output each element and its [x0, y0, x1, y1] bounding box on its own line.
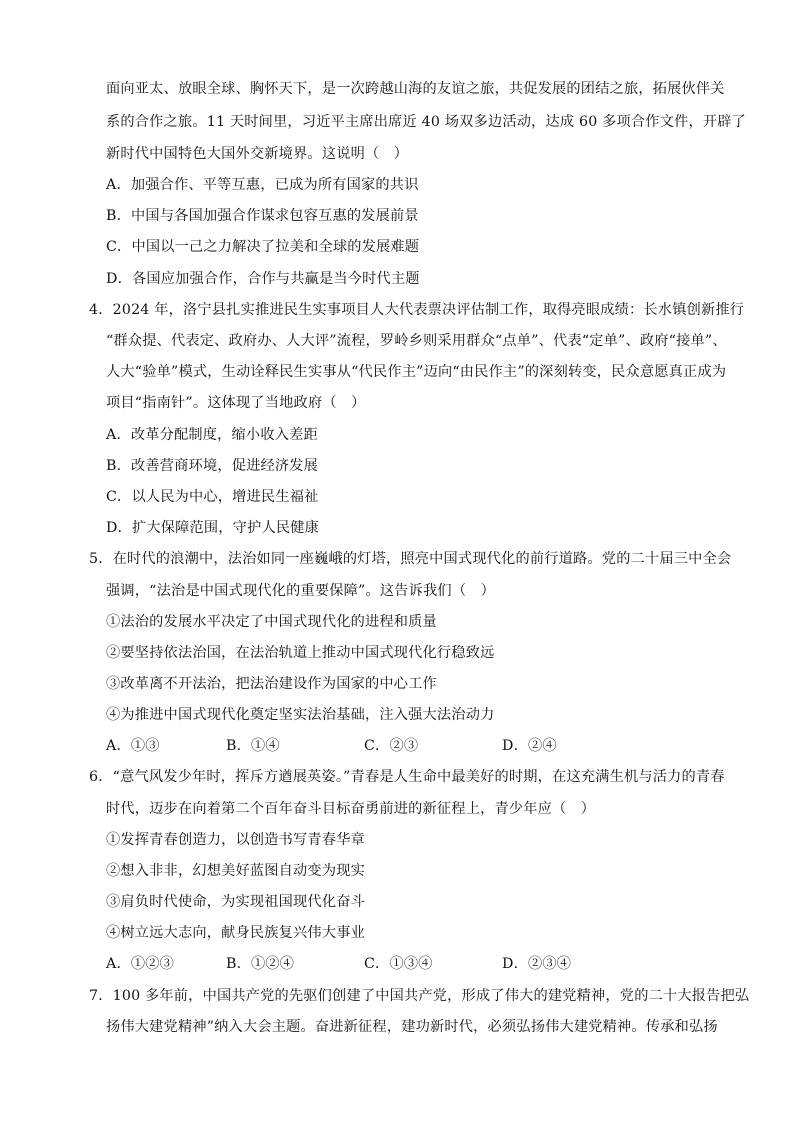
q6-option-d[interactable]: D．②③④ [502, 956, 572, 972]
q5-option-b[interactable]: B．①④ [226, 738, 280, 754]
q4-option-c[interactable]: C．以人民为中心，增进民生福祉 [106, 489, 319, 505]
q5-statement: ③改革离不开法治，把法治建设作为国家的中心工作 [106, 676, 437, 692]
q7-text-line: 扬伟大建党精神”纳入大会主题。奋进新征程，建功新时代，必须弘扬伟大建党精神。传承和弘扬 [106, 1019, 718, 1035]
q6-option-c[interactable]: C．①③④ [364, 956, 433, 972]
q6-text-line [0, 764, 794, 790]
q3-option-a[interactable]: A．加强合作、平等互惠，已成为所有国家的共识 [106, 177, 419, 193]
q4-text-line: 人大“验单”模式，生动诠释民生实事从“代民作主”迈向“由民作主”的深刻转变，民众意愿真正成为 [106, 364, 727, 380]
q3-text-line: 面向亚太、放眼全球、胸怀天下，是一次跨越山海的友谊之旅，共促发展的团结之旅，拓展伙伴关 [106, 81, 725, 97]
q6-statement: ①发挥青春创造力，以创造书写青春华章 [106, 832, 365, 848]
q5-statement: ②要坚持依法治国，在法治轨道上推动中国式现代化行稳致远 [106, 645, 495, 661]
q6-statement: ②想入非非，幻想美好蓝图自动变为现实 [106, 863, 365, 879]
q4-text-line [0, 297, 794, 323]
q4-option-d[interactable]: D．扩大保障范围，守护人民健康 [106, 520, 320, 536]
q5-text-line: 强调，“法治是中国式现代化的重要保障”。这告诉我们（ ） [106, 583, 495, 599]
q5-options-row [0, 733, 794, 759]
q5-statement: ④为推进中国式现代化奠定坚实法治基础，注入强大法治动力 [106, 707, 495, 723]
q5-text-line [0, 546, 794, 572]
q4-text-line: “群众提、代表定、政府办、人大评”流程，罗岭乡则采用群众“点单”、代表“定单”、政府“接单”、 [106, 333, 727, 349]
q6-options-row [0, 951, 794, 977]
q5-option-c[interactable]: C．②③ [364, 738, 419, 754]
q7-text-line [0, 983, 794, 1009]
q5-statement: ①法治的发展水平决定了中国式现代化的进程和质量 [106, 614, 437, 630]
q6-text: “意气风发少年时，挥斥方遒展英姿。”青春是人生命中最美好的时期，在这充满生机与活力的青春 [112, 769, 725, 785]
q5-text: 在时代的浪潮中，法治如同一座巍峨的灯塔，照亮中国式现代化的前行道路。党的二十届三中全会 [112, 551, 732, 567]
q3-option-c[interactable]: C．中国以一己之力解决了拉美和全球的发展难题 [106, 239, 420, 255]
q4-number: 4． [89, 302, 113, 318]
q4-text: 2024 年，洛宁县扎实推进民生实事项目人大代表票决评估制工作，取得亮眼成绩：长水镇创新推行 [112, 302, 745, 318]
q3-text-line: 系的合作之旅。11 天时间里，习近平主席出席近 40 场双多边活动，达成 60 多项合作文件，开辟了 [106, 114, 747, 130]
q5-option-a[interactable]: A．①③ [106, 738, 160, 754]
q4-option-a[interactable]: A．改革分配制度，缩小收入差距 [106, 427, 318, 443]
q6-statement: ③肩负时代使命，为实现祖国现代化奋斗 [106, 894, 365, 910]
q5-option-d[interactable]: D．②④ [502, 738, 557, 754]
q6-number: 6． [89, 769, 113, 785]
q6-text-line: 时代，迈步在向着第二个百年奋斗目标奋勇前进的新征程上，青少年应（ ） [106, 801, 596, 817]
q6-option-b[interactable]: B．①②④ [226, 956, 295, 972]
q7-number: 7． [89, 988, 113, 1004]
q3-text-line: 新时代中国特色大国外交新境界。这说明（ ） [106, 146, 409, 162]
q5-number: 5． [89, 551, 113, 567]
q6-option-a[interactable]: A．①②③ [106, 956, 174, 972]
q4-text-line: 项目“指南针”。这体现了当地政府（ ） [106, 395, 366, 411]
q3-option-b[interactable]: B．中国与各国加强合作谋求包容互惠的发展前景 [106, 208, 419, 224]
q4-option-b[interactable]: B．改善营商环境，促进经济发展 [106, 458, 319, 474]
q3-option-d[interactable]: D．各国应加强合作，合作与共赢是当今时代主题 [106, 271, 420, 287]
q7-text: 100 多年前，中国共产党的先驱们创建了中国共产党，形成了伟大的建党精神，党的二十大报告把弘 [112, 988, 750, 1004]
q6-statement: ④树立远大志向，献身民族复兴伟大事业 [106, 925, 365, 941]
